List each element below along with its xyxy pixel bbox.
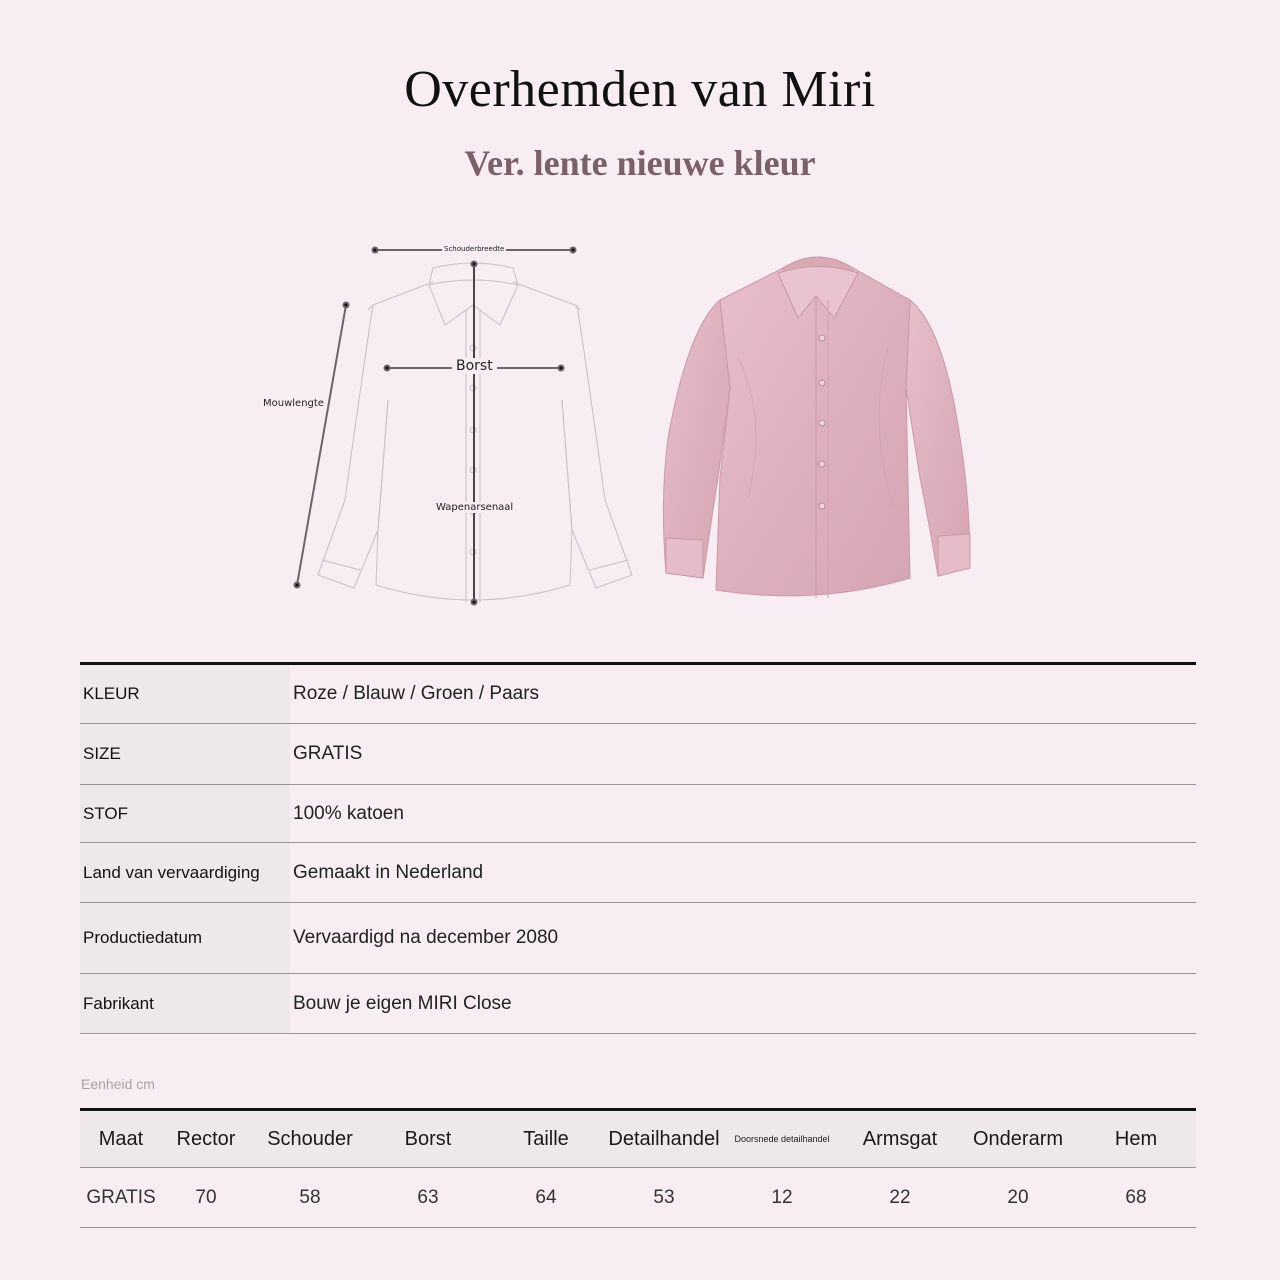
pink-shirt-image [648, 238, 988, 598]
spec-value: 100% katoen [293, 802, 404, 824]
column-header: Maat [98, 1127, 144, 1150]
size-cell: GRATIS [86, 1186, 156, 1208]
shoulder-width-label: Schouderbreedte [444, 245, 505, 253]
column-header: Armsgat [862, 1127, 938, 1150]
spec-label: Land van vervaardiging [80, 843, 290, 902]
column-header: Taille [523, 1127, 569, 1150]
size-cell: 20 [1007, 1186, 1029, 1208]
column-header: Schouder [267, 1127, 353, 1150]
size-cell: 58 [299, 1186, 321, 1208]
column-header: Rector [176, 1127, 236, 1150]
spec-row-country [80, 843, 1196, 903]
size-cell: 22 [889, 1186, 911, 1208]
spec-value: Vervaardigd na december 2080 [293, 927, 559, 948]
spec-value: GRATIS [293, 743, 363, 764]
page-title: Overhemden van Miri [404, 61, 876, 118]
unit-note: Eenheid cm [81, 1076, 155, 1092]
measurement-diagram [250, 230, 650, 620]
spec-label: Productiedatum [80, 903, 290, 973]
spec-label: SIZE [80, 724, 290, 784]
size-cell: 64 [535, 1186, 557, 1208]
product-spec-table [80, 662, 1196, 1034]
column-header: Detailhandel [608, 1127, 720, 1150]
size-cell: 53 [653, 1186, 675, 1208]
size-chart-row [80, 1168, 1196, 1228]
column-header: Doorsnede detailhandel [734, 1134, 830, 1144]
chest-label: Borst [452, 358, 497, 374]
shirt-outline-icon [250, 230, 650, 620]
spec-label: Fabrikant [80, 974, 290, 1033]
product-photo [648, 238, 988, 598]
spec-row-size [80, 724, 1196, 785]
spec-value: Gemaakt in Nederland [293, 861, 484, 883]
body-length-label: Wapenarsenaal [436, 502, 514, 513]
spec-label: KLEUR [80, 665, 290, 723]
size-cell: 12 [771, 1186, 793, 1208]
spec-value: Bouw je eigen MIRI Close [293, 992, 512, 1014]
size-cell: 68 [1125, 1186, 1147, 1208]
column-header: Onderarm [972, 1127, 1064, 1150]
spec-row-color [80, 665, 1196, 724]
size-chart-table [80, 1108, 1196, 1228]
spec-label: STOF [80, 785, 290, 842]
spec-row-fabric [80, 785, 1196, 843]
spec-row-manufacturer [80, 974, 1196, 1034]
size-chart-header-row [80, 1111, 1196, 1168]
spec-row-production-date [80, 903, 1196, 974]
size-cell: 70 [195, 1186, 217, 1208]
sleeve-length-label: Mouwlengte [263, 398, 324, 409]
page-subtitle: Ver. lente nieuwe kleur [464, 143, 816, 183]
spec-value: Roze / Blauw / Groen / Paars [293, 683, 540, 704]
size-cell: 63 [417, 1186, 439, 1208]
column-header: Borst [404, 1127, 452, 1150]
column-header: Hem [1114, 1127, 1158, 1150]
